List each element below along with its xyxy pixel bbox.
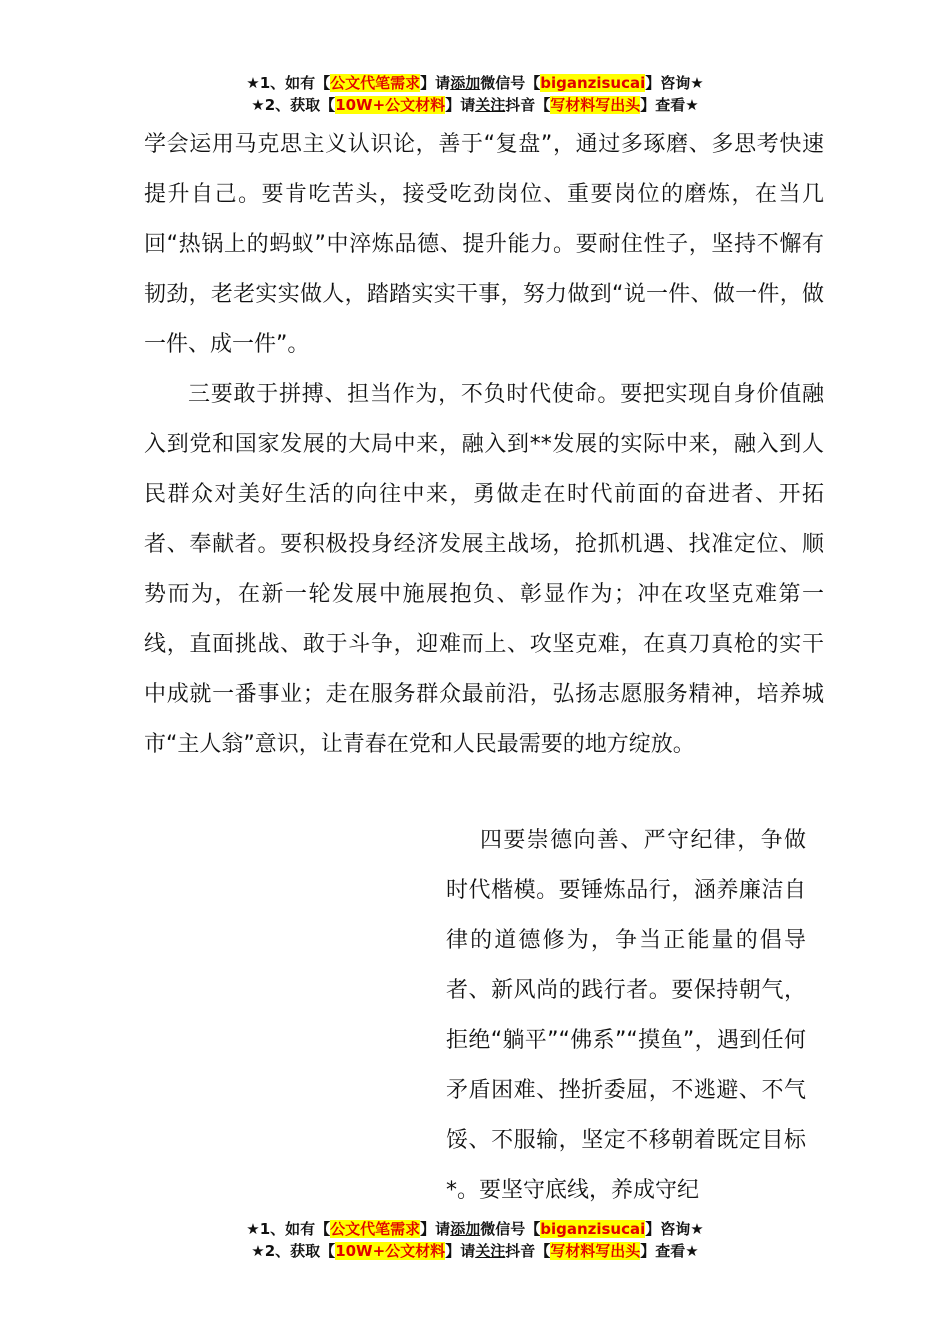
banner-text: 】咨询★ [645, 1220, 704, 1238]
banner-text: 抖音【 [505, 1242, 551, 1260]
banner-text: 】请 [445, 1242, 476, 1260]
footer-banner [0, 1218, 950, 1262]
underlined-text: 添加 [450, 74, 481, 92]
header-banner [0, 72, 950, 116]
highlight-materials: 10W+公文材料 [335, 96, 446, 114]
banner-text: 】请 [420, 1220, 451, 1238]
highlight-wechat-id: biganzisucai [540, 74, 646, 92]
highlight-douyin-account: 写材料写出头 [550, 96, 641, 114]
paragraph-3: 四要崇德向善、严守纪律，争做时代楷模。要锤炼品行，涵养廉洁自律的道德修为，争当正能量的倡导者、新风尚的践行者。要保持朝气，拒绝“躺平”“佛系”“摸鱼”，遇到任何矛盾困难、挫折委屈，不逃避、不气馁、不服输，坚定不移朝着既定目标*。要坚守底线，养成守纪 [446, 828, 806, 1203]
banner-text: 抖音【 [505, 96, 551, 114]
banner-text: 】查看★ [640, 1242, 699, 1260]
underlined-text: 关注 [475, 96, 506, 114]
banner-text: ★2、获取【 [251, 1242, 336, 1260]
underlined-text: 添加 [450, 1220, 481, 1238]
banner-text: 】请 [445, 96, 476, 114]
banner-text: 微信号【 [480, 1220, 541, 1238]
banner-line-2 [0, 94, 950, 116]
banner-text: ★2、获取【 [251, 96, 336, 114]
banner-text: 】查看★ [640, 96, 699, 114]
document-body-narrow [446, 816, 806, 1216]
banner-line-1 [0, 1218, 950, 1240]
banner-text: ★1、如有【 [246, 1220, 331, 1238]
banner-text: 】咨询★ [645, 74, 704, 92]
highlight-materials: 10W+公文材料 [335, 1242, 446, 1260]
banner-text: ★1、如有【 [246, 74, 331, 92]
underlined-text: 关注 [475, 1242, 506, 1260]
paragraph-1: 学会运用马克思主义认识论，善于“复盘”，通过多琢磨、多思考快速提升自己。要肯吃苦头，接受吃劲岗位、重要岗位的磨炼，在当几回“热锅上的蚂蚁”中淬炼品德、提升能力。要耐住性子，坚持不懈有韧劲，老老实实做人，踏踏实实干事，努力做到“说一件、做一件，做一件、成一件”。 [144, 132, 824, 357]
paragraph-2: 三要敢于拼搏、担当作为，不负时代使命。要把实现自身价值融入到党和国家发展的大局中来，融入到**发展的实际中来，融入到人民群众对美好生活的向往中来，勇做走在时代前面的奋进者、开拓者、奉献者。要积极投身经济发展主战场，抢抓机遇、找准定位、顺势而为，在新一轮发展中施展抱负、彰显作为；冲在攻坚克难第一线，直面挑战、敢于斗争，迎难而上、攻坚克难，在真刀真枪的实干中成就一番事业；走在服务群众最前沿，弘扬志愿服务精神，培养城市“主人翁”意识，让青春在党和人民最需要的地方绽放。 [144, 382, 824, 757]
highlight-douyin-account: 写材料写出头 [550, 1242, 641, 1260]
highlight-service: 公文代笔需求 [330, 1220, 421, 1238]
banner-line-2 [0, 1240, 950, 1262]
banner-text: 微信号【 [480, 74, 541, 92]
banner-text: 】请 [420, 74, 451, 92]
highlight-service: 公文代笔需求 [330, 74, 421, 92]
banner-line-1 [0, 72, 950, 94]
highlight-wechat-id: biganzisucai [540, 1220, 646, 1238]
document-body [144, 120, 824, 770]
